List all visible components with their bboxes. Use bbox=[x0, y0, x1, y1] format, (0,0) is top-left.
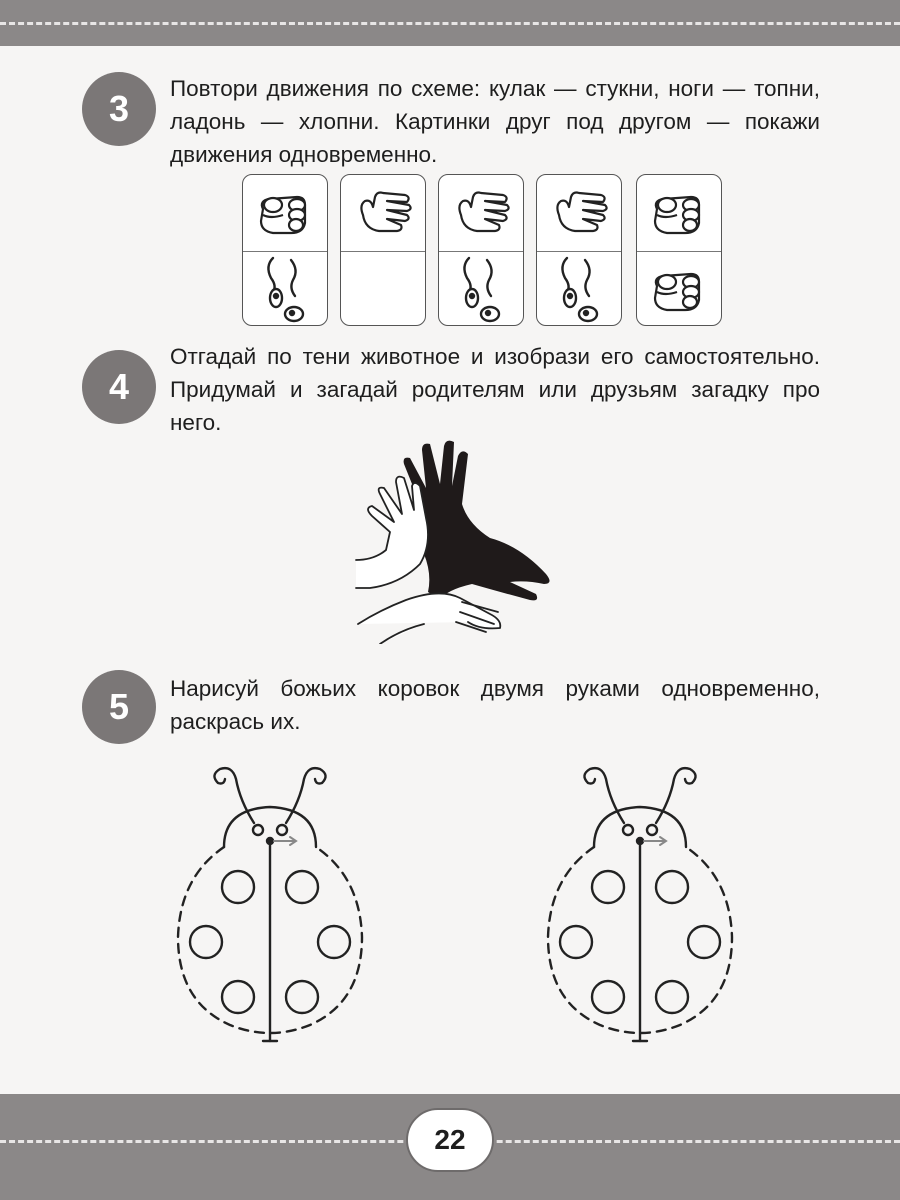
task-4-text: Отгадай по тени животное и изобрази его самостоятельно. Придумай и загадай родителям или друзьям загадку про него. bbox=[170, 344, 820, 435]
task-5-text: Нарисуй божьих коровок двумя руками одновременно, раскрась их. bbox=[170, 676, 820, 734]
top-band-dashes bbox=[0, 22, 900, 25]
feet-icon bbox=[537, 252, 620, 326]
task-number-4: 4 bbox=[82, 350, 156, 424]
movement-card bbox=[340, 174, 426, 326]
task-number-3: 3 bbox=[82, 72, 156, 146]
top-band bbox=[0, 0, 900, 46]
fist-icon bbox=[637, 252, 720, 326]
feet-icon bbox=[243, 252, 326, 326]
task-3-text: Повтори движения по схеме: кулак — стукни, ноги — топни, ладонь — хлопни. Картинки друг под другом — покажи движения одновременно. bbox=[170, 76, 820, 167]
movement-card bbox=[438, 174, 524, 326]
movement-card bbox=[636, 174, 722, 326]
ladybug-right bbox=[540, 752, 740, 1062]
palm-icon bbox=[341, 175, 424, 249]
movement-card bbox=[242, 174, 328, 326]
palm-icon bbox=[439, 175, 522, 249]
feet-icon bbox=[439, 252, 522, 326]
hand-shadow-illustration bbox=[350, 434, 560, 644]
fist-icon bbox=[243, 175, 326, 249]
fist-icon bbox=[637, 175, 720, 249]
movement-card bbox=[536, 174, 622, 326]
page-number: 22 bbox=[406, 1108, 494, 1172]
palm-icon bbox=[537, 175, 620, 249]
task-number-5: 5 bbox=[82, 670, 156, 744]
ladybug-left bbox=[170, 752, 370, 1062]
